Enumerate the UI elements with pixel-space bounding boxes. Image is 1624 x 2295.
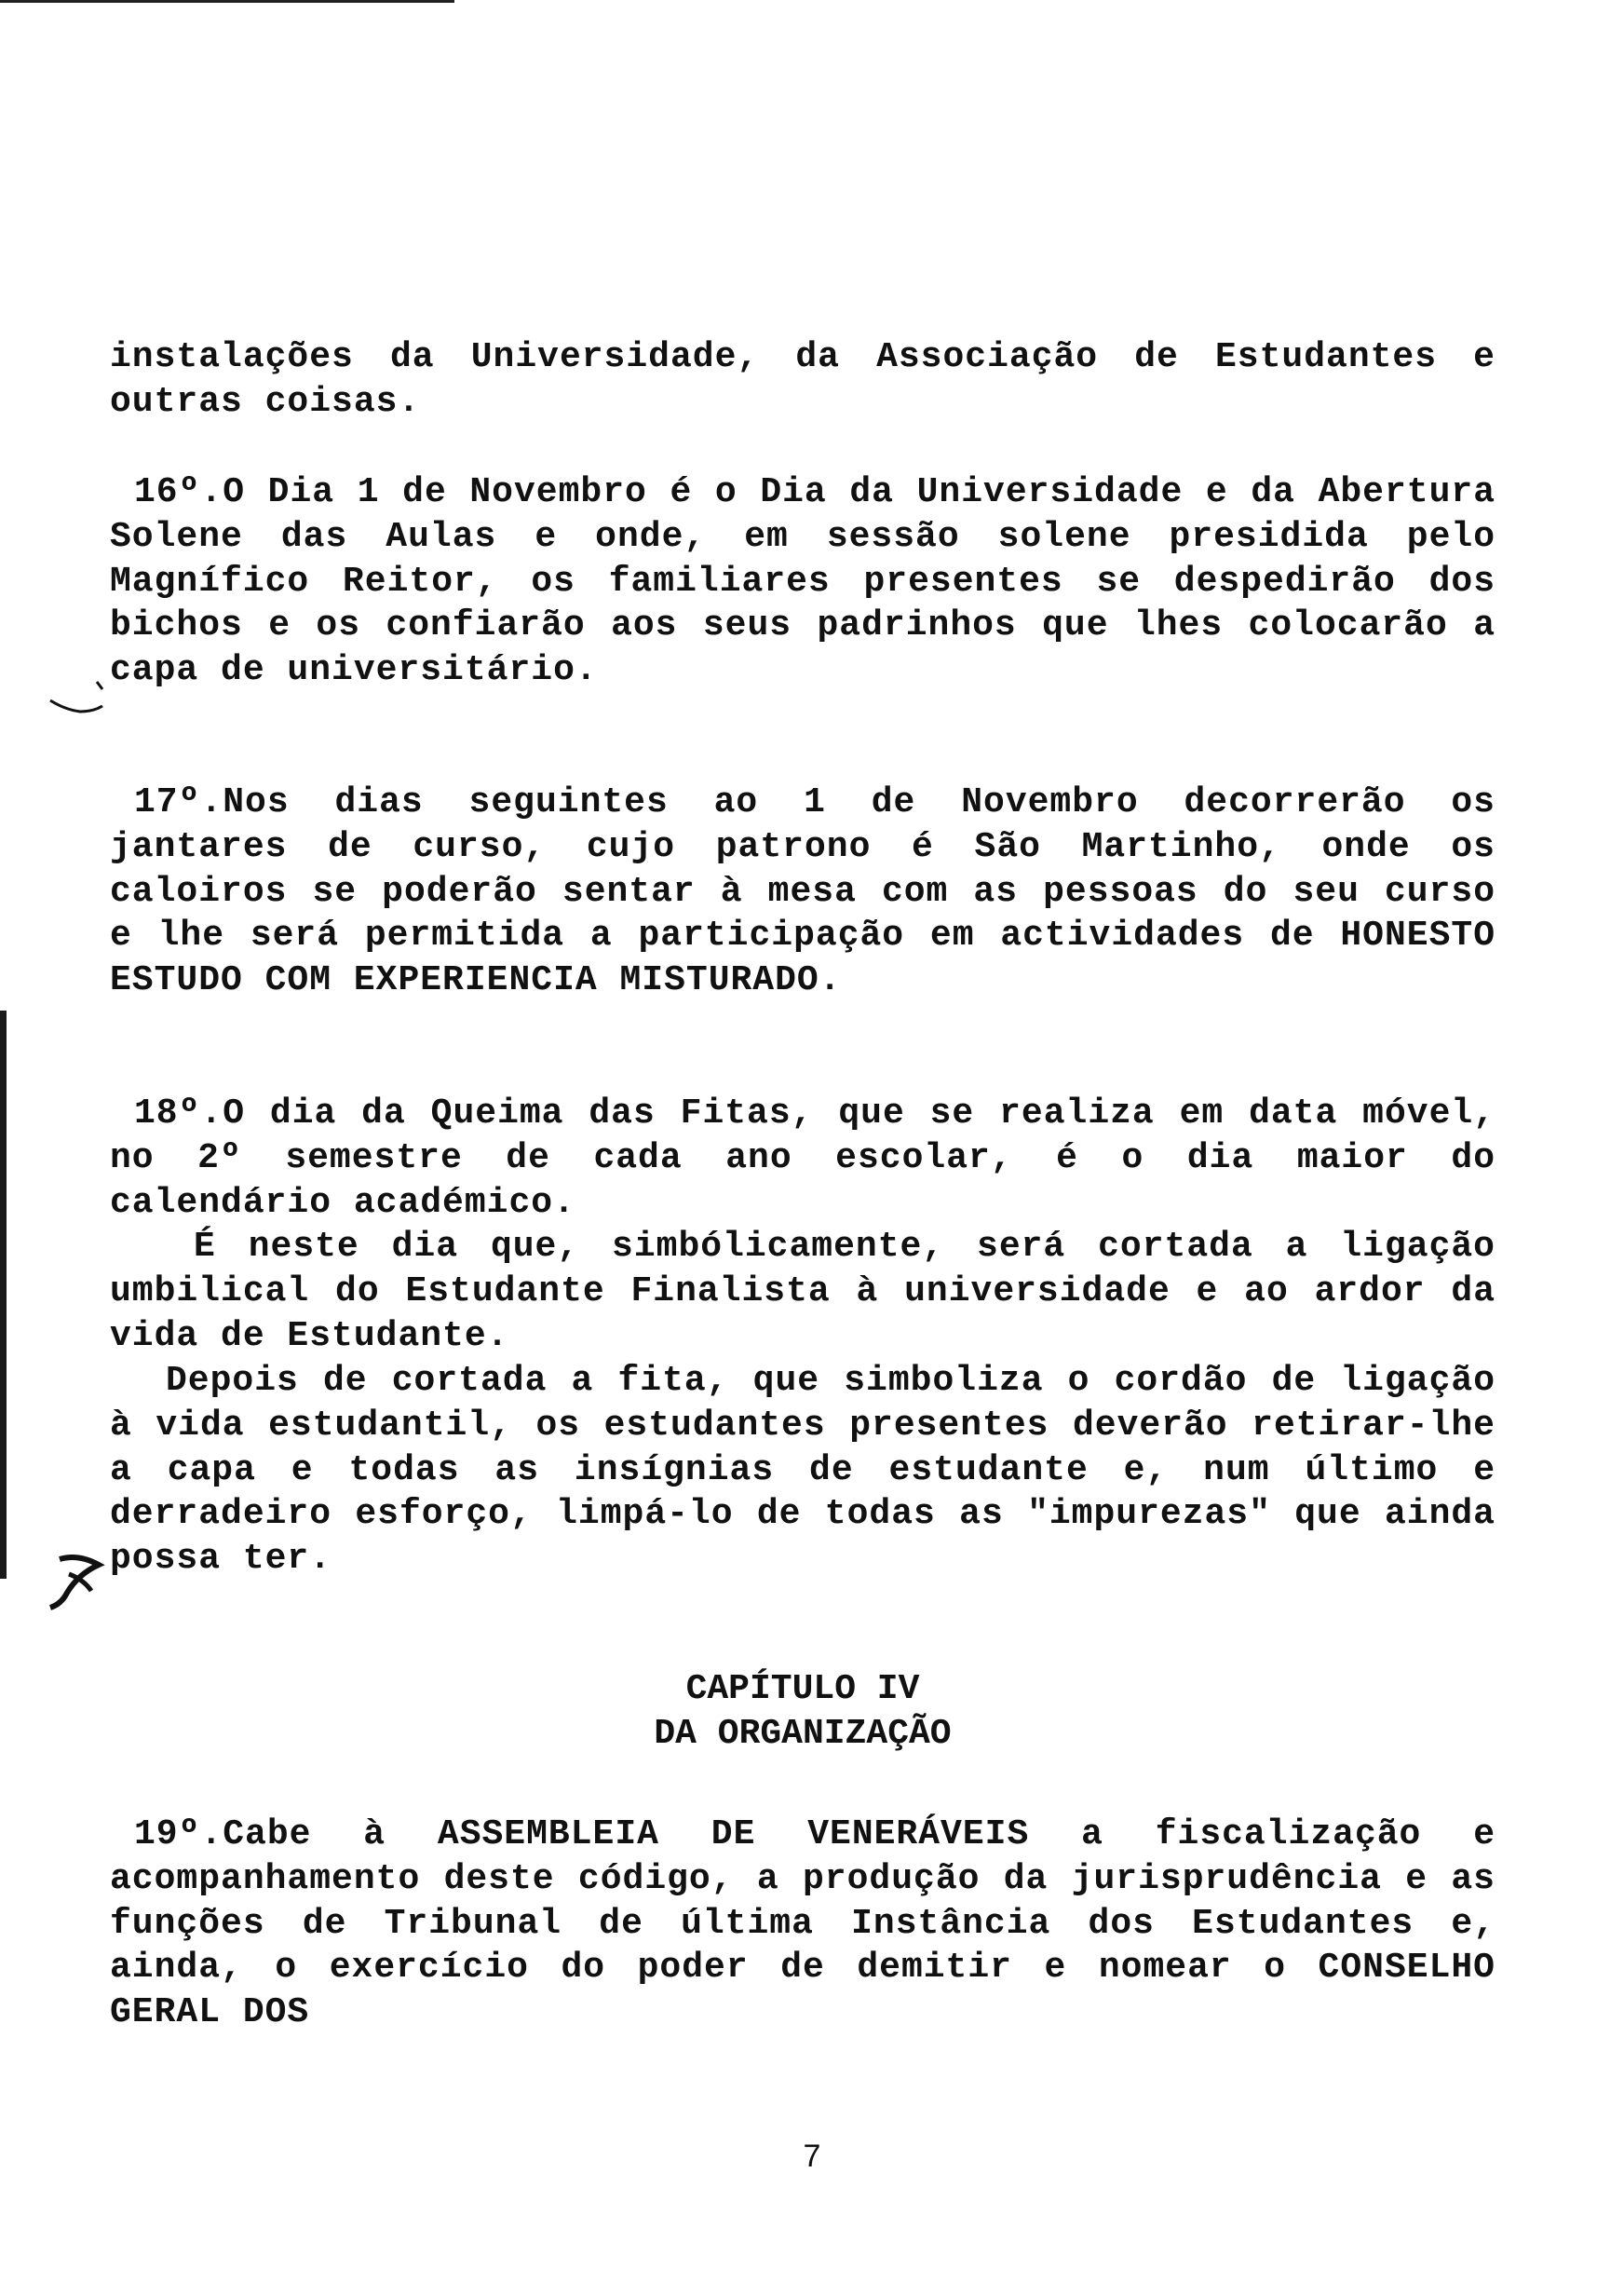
chapter-title: CAPÍTULO IV [685,1669,920,1709]
handwritten-check-mark [48,678,114,723]
article-18-paragraph-2-text: É neste dia que, simbólicamente, será cortada a ligação umbilical do Estudante Finalista à universidade e ao ardor da vida de Estudante. [110,1227,1495,1356]
article-18 [110,1092,1495,1225]
intro-paragraph [110,335,1495,425]
page-number: 7 [803,2139,821,2174]
chapter-heading [110,1667,1495,1757]
article-19-text: 19º.Cabe à ASSEMBLEIA DE VENERÁVEIS a fiscalização e acompanhamento deste código, a produção da jurisprudência e as funções de Tribunal de última Instância dos Estudantes e, ainda, o exercício do poder de demitir e nomear o CONSELHO GERAL DOS [110,1814,1495,2033]
article-19 [110,1813,1495,2035]
intro-text: instalações da Universidade, da Associação de Estudantes e outras coisas. [110,337,1495,422]
chapter-subtitle: DA ORGANIZAÇÃO [654,1714,952,1754]
article-18-paragraph-2 [110,1225,1495,1358]
article-17 [110,781,1495,1003]
article-18-paragraph-3 [110,1359,1495,1582]
scan-top-edge-line [0,0,454,3]
article-16 [110,470,1495,693]
article-18-text: 18º.O dia da Queima das Fitas, que se realiza em data móvel, no 2º semestre de cada ano escolar, é o dia maior do calendário académico. [110,1093,1495,1223]
article-18-paragraph-3-text: Depois de cortada a fita, que simboliza o cordão de ligação à vida estudantil, os estudantes presentes deverão retirar-lhe a capa e todas as insígnias de estudante e, num último e derradeiro esforço, limpá-lo de todas as "impurezas" que ainda possa ter. [110,1361,1495,1580]
handwritten-margin-mark [41,1546,115,1621]
article-16-text: 16º.O Dia 1 de Novembro é o Dia da Universidade e da Abertura Solene das Aulas e onde, em sessão solene presidida pelo Magnífico Reitor, os familiares presentes se despedirão dos bichos e os confiarão aos seus padrinhos que lhes colocarão a capa de universitário. [110,472,1495,691]
scan-left-edge-shadow [0,1011,7,1579]
article-17-text: 17º.Nos dias seguintes ao 1 de Novembro decorrerão os jantares de curso, cujo patrono é São Martinho, onde os caloiros se poderão sentar à mesa com as pessoas do seu curso e lhe será permitida a participação em actividades de HONESTO ESTUDO COM EXPERIENCIA MISTURADO. [110,782,1495,1001]
